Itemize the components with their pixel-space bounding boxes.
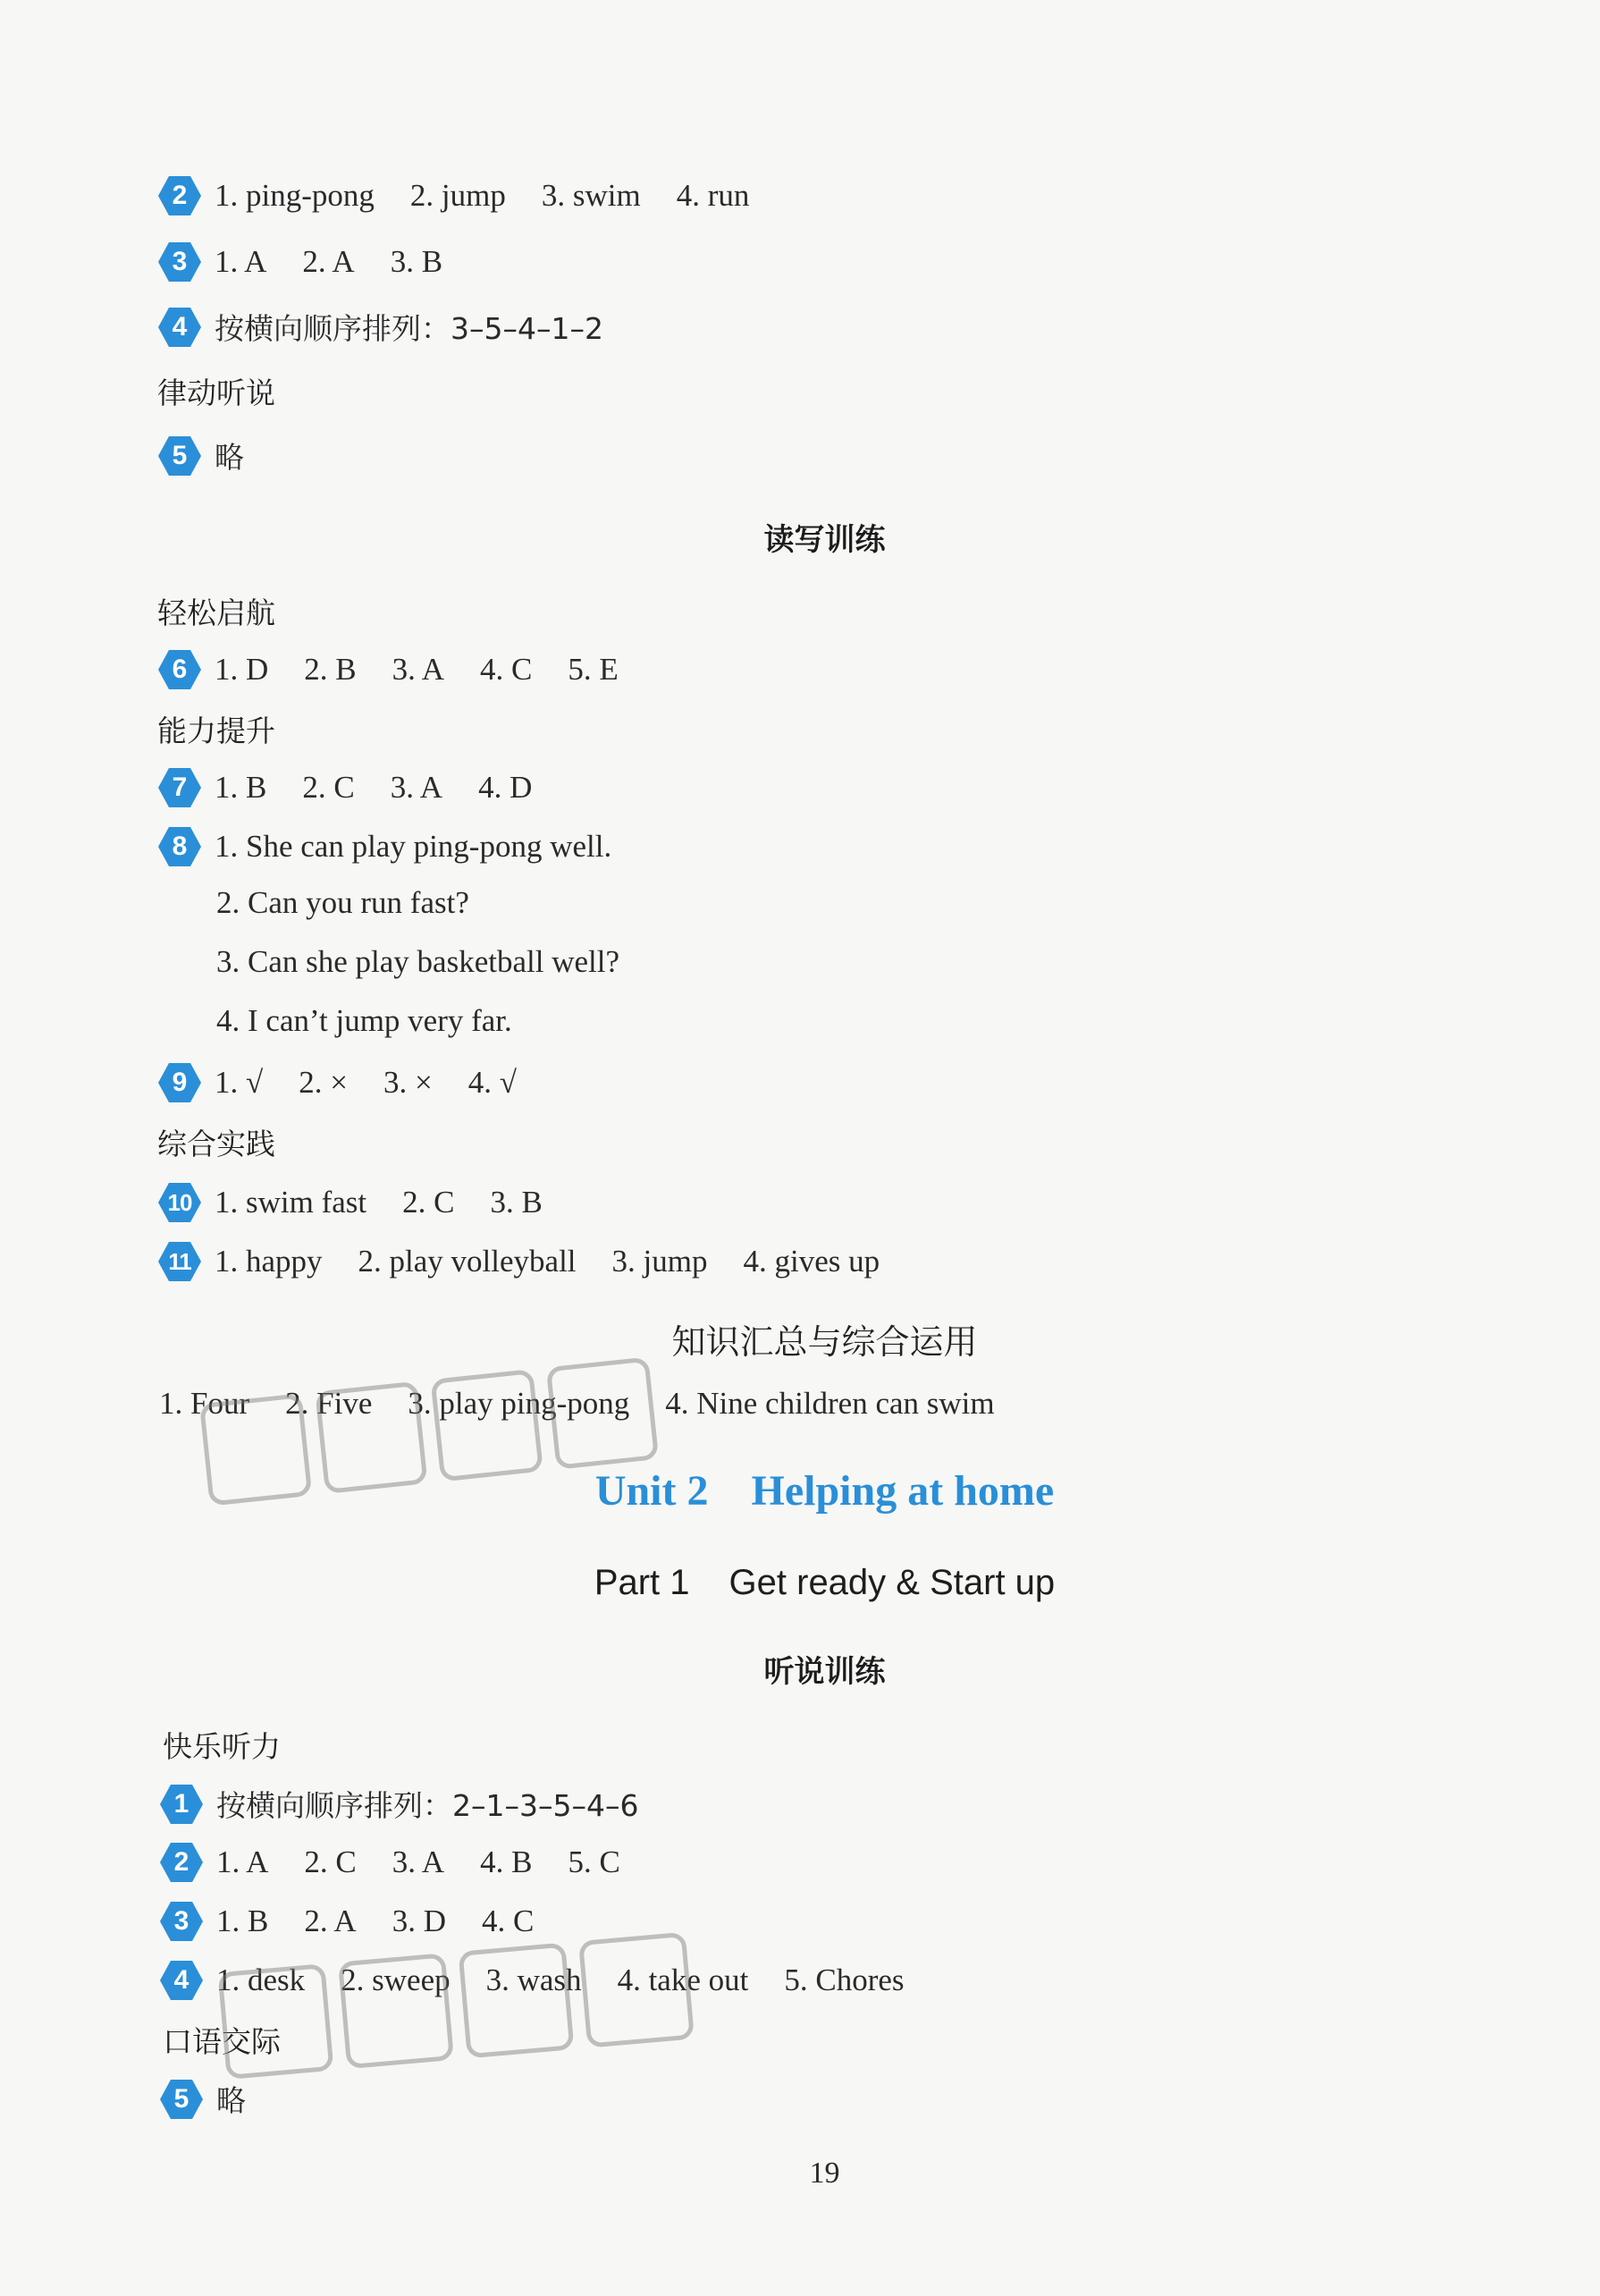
- number-badge: 4: [159, 1960, 204, 2001]
- answer-line-7: 7 1. B 2. C 3. A 4. D: [157, 767, 568, 808]
- number-badge: 5: [159, 2079, 204, 2120]
- section-qingsong: 轻松启航: [157, 595, 275, 630]
- number-badge: 5: [157, 435, 202, 477]
- section-lvdong: 律动听说: [157, 376, 275, 410]
- watermark-icon: [197, 1355, 679, 1507]
- answer-line-10: 10 1. swim fast 2. C 3. B: [157, 1182, 578, 1223]
- answer-line-4: 4 按横向顺序排列：3–5–4–1–2: [157, 306, 603, 348]
- answer-line-8-3: 3. Can she play basketball well?: [216, 944, 619, 979]
- page-number: 19: [809, 2157, 840, 2190]
- b-answer-line-5: 5 略: [159, 2078, 246, 2120]
- number-badge: 10: [157, 1182, 202, 1223]
- answer-line-5: 5 略: [157, 435, 244, 477]
- answer-line-8-2: 2. Can you run fast?: [216, 885, 469, 920]
- heading-zhishi: 知识汇总与综合运用: [671, 1322, 978, 1362]
- answer-line-8: 8 1. She can play ping-pong well.: [157, 826, 611, 867]
- number-badge: 9: [157, 1062, 202, 1103]
- answer-line-9: 9 1. √ 2. × 3. × 4. √: [157, 1062, 552, 1103]
- b-answer-line-3: 3 1. B 2. A 3. D 4. C: [159, 1901, 569, 1942]
- answer-line-8-4: 4. I can’t jump very far.: [216, 1003, 512, 1038]
- section-zonghe: 综合实践: [157, 1127, 275, 1161]
- answer-line-3: 3 1. A 2. A 3. B: [157, 241, 478, 283]
- b-answer-line-4: 4 1. desk 2. sweep 3. wash 4. take out 5. Chores: [159, 1960, 940, 2001]
- number-badge: 8: [157, 826, 202, 867]
- answer-line-11: 11 1. happy 2. play volleyball 3. jump 4. gives up: [157, 1241, 915, 1282]
- heading-duxie: 读写训练: [763, 522, 886, 558]
- number-badge: 6: [157, 649, 202, 690]
- answer-line-2: 2 1. ping-pong 2. jump 3. swim 4. run: [157, 175, 785, 216]
- answer-line-6: 6 1. D 2. B 3. A 4. C 5. E: [157, 649, 654, 690]
- section-nengli: 能力提升: [157, 713, 275, 748]
- number-badge: 2: [157, 175, 202, 216]
- heading-tingshuo: 听说训练: [763, 1654, 886, 1690]
- number-badge: 7: [157, 767, 202, 808]
- watermark-icon: [215, 1927, 715, 2079]
- section-kuaile: 快乐听力: [163, 1729, 281, 1764]
- number-badge: 1: [159, 1784, 204, 1825]
- b-answer-line-2: 2 1. A 2. C 3. A 4. B 5. C: [159, 1842, 656, 1883]
- b-answer-line-1: 1 按横向顺序排列：2–1–3–5–4–6: [159, 1783, 638, 1825]
- number-badge: 4: [157, 307, 202, 348]
- unit-title: Unit 2 Helping at home: [594, 1467, 1055, 1515]
- number-badge: 3: [159, 1901, 204, 1942]
- number-badge: 3: [157, 241, 202, 283]
- section-kouyu: 口语交际: [163, 2024, 281, 2059]
- number-badge: 11: [157, 1241, 202, 1282]
- number-badge: 2: [159, 1842, 204, 1883]
- summary-line: 1. Four 2. Five 3. play ping-pong 4. Nine children can swim: [159, 1386, 995, 1421]
- part-title: Part 1 Get ready & Start up: [594, 1563, 1056, 1602]
